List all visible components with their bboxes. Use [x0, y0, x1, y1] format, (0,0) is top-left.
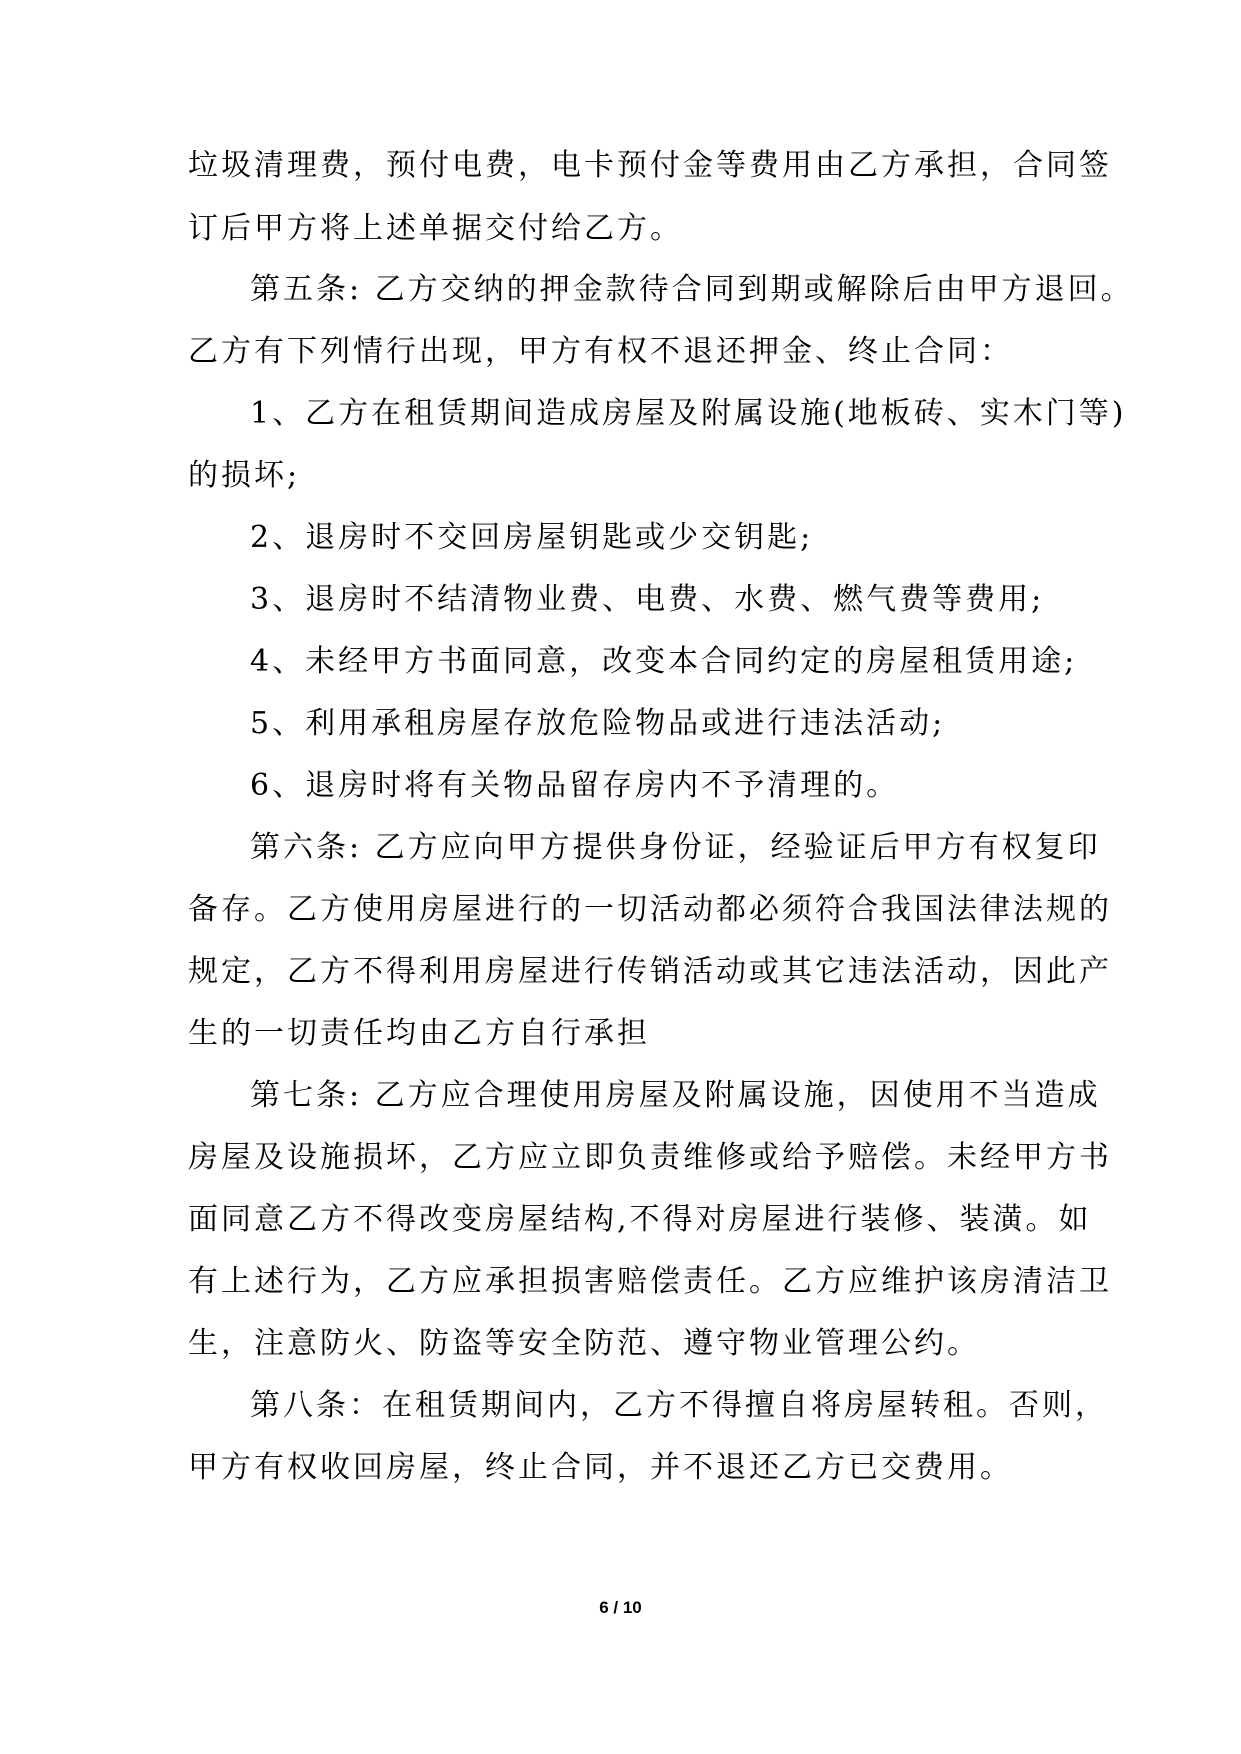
text-line: 第六条: 乙方应向甲方提供身份证，经验证后甲方有权复印 — [250, 830, 1101, 865]
text-line: 面同意乙方不得改变房屋结构,不得对房屋进行装修、装潢。如 — [188, 1202, 1092, 1237]
text-line: 5、利用承租房屋存放危险物品或进行违法活动; — [250, 706, 946, 741]
text-line: 6、退房时将有关物品留存房内不予清理的。 — [250, 768, 900, 803]
page-number: 6 / 10 — [599, 1598, 642, 1617]
text-line: 4、未经甲方书面同意，改变本合同约定的房屋租赁用途; — [250, 644, 1078, 679]
text-line: 3、退房时不结清物业费、电费、水费、燃气费等费用; — [250, 582, 1045, 617]
text-line: 第八条：在租赁期间内，乙方不得擅自将房屋转租。否则， — [250, 1388, 1108, 1423]
text-line: 第七条: 乙方应合理使用房屋及附属设施，因使用不当造成 — [250, 1078, 1101, 1113]
text-line: 订后甲方将上述单据交付给乙方。 — [188, 211, 683, 246]
text-line: 垃圾清理费，预付电费，电卡预付金等费用由乙方承担，合同签 — [188, 148, 1112, 183]
text-line: 乙方有下列情行出现，甲方有权不退还押金、终止合同： — [188, 334, 1013, 369]
text-line: 生的一切责任均由乙方自行承担 — [188, 1016, 650, 1051]
text-line: 有上述行为，乙方应承担损害赔偿责任。乙方应维护该房清洁卫 — [188, 1264, 1112, 1299]
text-line: 备存。乙方使用房屋进行的一切活动都必须符合我国法律法规的 — [188, 892, 1112, 927]
text-line: 房屋及设施损坏，乙方应立即负责维修或给予赔偿。未经甲方书 — [188, 1140, 1112, 1175]
text-line: 2、退房时不交回房屋钥匙或少交钥匙; — [250, 520, 814, 555]
text-line: 甲方有权收回房屋，终止合同，并不退还乙方已交费用。 — [188, 1450, 1013, 1485]
text-line: 第五条: 乙方交纳的押金款待合同到期或解除后由甲方退回。 — [250, 272, 1134, 307]
text-line: 生，注意防火、防盗等安全防范、遵守物业管理公约。 — [188, 1326, 980, 1361]
text-line: 的损坏; — [188, 458, 301, 493]
text-line: 规定，乙方不得利用房屋进行传销活动或其它违法活动，因此产 — [188, 954, 1112, 989]
text-line: 1、乙方在租赁期间造成房屋及附属设施(地板砖、实木门等) — [250, 396, 1127, 431]
